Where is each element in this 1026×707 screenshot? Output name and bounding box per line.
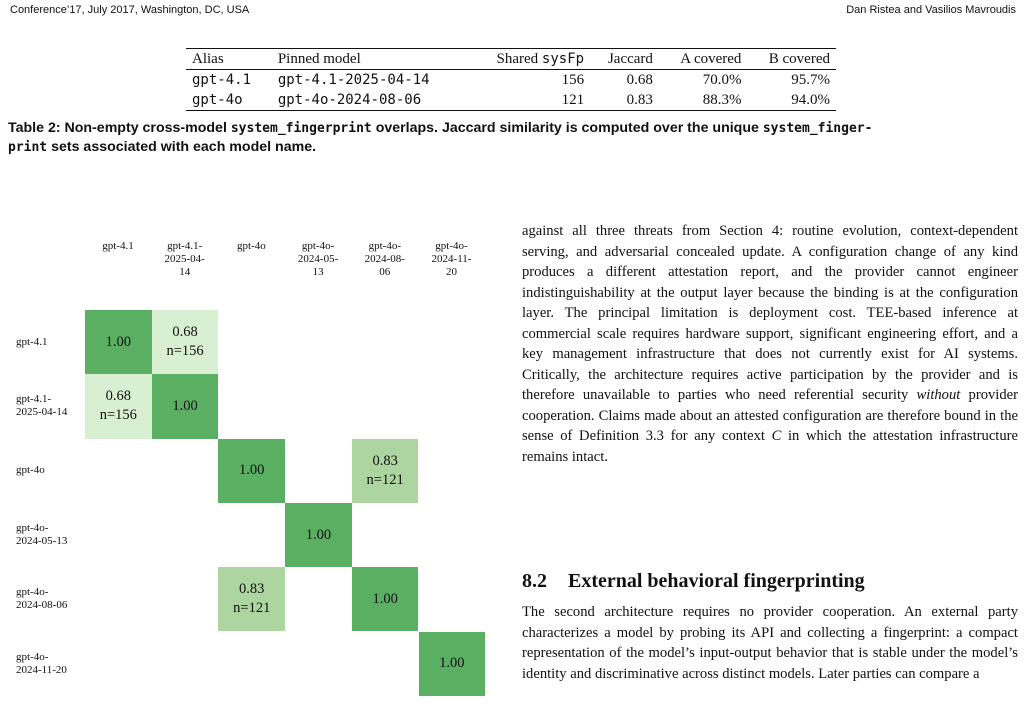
table-row <box>186 90 836 111</box>
heatmap-row-label: gpt-4o- 2024-11-20 <box>16 650 67 676</box>
caption-text: sets associated with each model name. <box>51 139 317 155</box>
caption-code: print <box>8 140 48 155</box>
heatmap-cell <box>352 567 419 631</box>
overlap-heatmap <box>0 230 500 690</box>
heatmap-col-label: gpt-4o- 2024-11- 20 <box>431 240 472 278</box>
heatmap-col-label: gpt-4o <box>237 240 266 252</box>
col-a-covered: A covered <box>680 51 742 67</box>
paragraph-text: in which the attestation infrastructure remains intact. <box>522 428 1018 465</box>
section-title: External behavioral fingerprinting <box>568 570 865 592</box>
header-venue: Conference’17, July 2017, Washington, DC, USA <box>10 4 250 16</box>
cell-jaccard: 0.83 <box>626 92 653 108</box>
section-heading <box>522 570 1018 593</box>
paragraph-emphasis: without <box>916 387 961 403</box>
cell-value: 1.00 <box>305 526 332 543</box>
heatmap-row-label: gpt-4o <box>16 464 45 477</box>
heatmap-row-label: gpt-4.1 <box>16 335 48 348</box>
body-paragraph <box>522 602 1018 684</box>
cell-a-covered: 88.3% <box>702 92 742 108</box>
cell-count: n=156 <box>166 343 204 360</box>
cell-alias: gpt-4o <box>192 92 243 108</box>
heatmap-cell <box>218 567 285 631</box>
col-jaccard: Jaccard <box>607 51 653 67</box>
caption-code: system_fingerprint <box>230 121 372 136</box>
heatmap-cell <box>419 632 486 696</box>
cell-value: 1.00 <box>239 462 265 479</box>
paragraph-text: against all three threats from Section 4: routine evolution, context-dependent serving, and adversarial concealed update. A configuration change of any kind produces a different attestation report, and the provider cannot engineer indistinguishability at the output layer because the binding is at the configuration layer. The principal limitation is deployment cost. TEE-based inference at commercial scale requires hardware support, significant engineering effort, and a key management infrastructure that does not currently exist for AI systems. Critically, the architecture requires active participation by the provider and is therefore unavailable to parties who need referential security <box>522 223 1018 403</box>
heatmap-row-label: gpt-4o- 2024-08-06 <box>16 586 68 612</box>
heatmap-cell <box>85 310 152 374</box>
col-shared-sysfp: Shared sysFp <box>496 51 585 67</box>
heatmap-cell <box>152 310 219 374</box>
cell-count: n=156 <box>99 407 137 424</box>
cell-jaccard: 0.68 <box>626 72 653 88</box>
heatmap-cell <box>152 374 219 438</box>
cell-shared: 156 <box>561 72 585 88</box>
cell-pinned-model: gpt-4.1-2025-04-14 <box>277 72 430 88</box>
running-header <box>10 4 1016 20</box>
body-paragraph <box>522 221 1018 467</box>
cell-b-covered: 94.0% <box>791 92 830 108</box>
heatmap-cell <box>285 503 352 567</box>
caption-code: system_finger- <box>762 121 873 136</box>
cell-value: 0.68 <box>105 388 132 405</box>
caption-label: Table 2: Non-empty cross-model <box>8 120 227 136</box>
cell-alias: gpt-4.1 <box>192 72 252 88</box>
col-alias: Alias <box>192 51 224 67</box>
heatmap-row-label: gpt-4o- 2024-05-13 <box>16 522 68 548</box>
cell-value: 0.68 <box>172 324 198 341</box>
heatmap-cell <box>85 374 152 438</box>
cell-count: n=121 <box>233 600 271 617</box>
heatmap-col-label: gpt-4o- 2024-08- 06 <box>364 240 405 278</box>
col-b-covered: B covered <box>768 51 830 67</box>
cell-value: 0.83 <box>239 581 265 598</box>
cell-value: 1.00 <box>105 333 132 350</box>
cell-b-covered: 95.7% <box>791 72 830 88</box>
col-pinned-model: Pinned model <box>277 51 361 67</box>
cell-value: 1.00 <box>172 397 198 414</box>
paragraph-variable: C <box>771 428 782 444</box>
fingerprint-table <box>186 48 836 111</box>
heatmap-col-label: gpt-4o- 2024-05- 13 <box>297 240 339 278</box>
header-authors: Dan Ristea and Vasilios Mavroudis <box>846 4 1016 16</box>
table-caption <box>8 119 1020 157</box>
cell-pinned-model: gpt-4o-2024-08-06 <box>277 92 422 108</box>
table-header-row <box>186 49 836 70</box>
table-row <box>186 70 836 91</box>
cell-value: 0.83 <box>372 452 398 469</box>
cell-value: 1.00 <box>439 655 465 672</box>
heatmap-cell <box>352 439 419 503</box>
heatmap-row-label: gpt-4.1- 2025-04-14 <box>16 393 68 419</box>
paragraph-text: provider cooperation. Claims made about an attested configuration are therefore bound in the sense of Definition 3.3 for any context <box>522 387 1018 444</box>
heatmap-col-label: gpt-4.1- 2025-04- 14 <box>164 240 205 278</box>
cell-value: 1.00 <box>372 590 398 607</box>
cell-shared: 121 <box>561 92 585 108</box>
paragraph-text: The second architecture requires no provider cooperation. An external party characterizes a model by probing its API and collecting a fingerprint: a compact representation of the model’s input-output behavior that is stable under the model’s identity and discriminative across distinct models. Later parties can compare a <box>522 604 1018 682</box>
section-number: 8.2 <box>522 570 547 592</box>
cell-a-covered: 70.0% <box>702 72 742 88</box>
heatmap-cell <box>218 439 285 503</box>
heatmap-col-label: gpt-4.1 <box>102 240 134 252</box>
cell-count: n=121 <box>366 471 404 488</box>
caption-text: overlaps. Jaccard similarity is computed over the unique <box>375 120 759 136</box>
